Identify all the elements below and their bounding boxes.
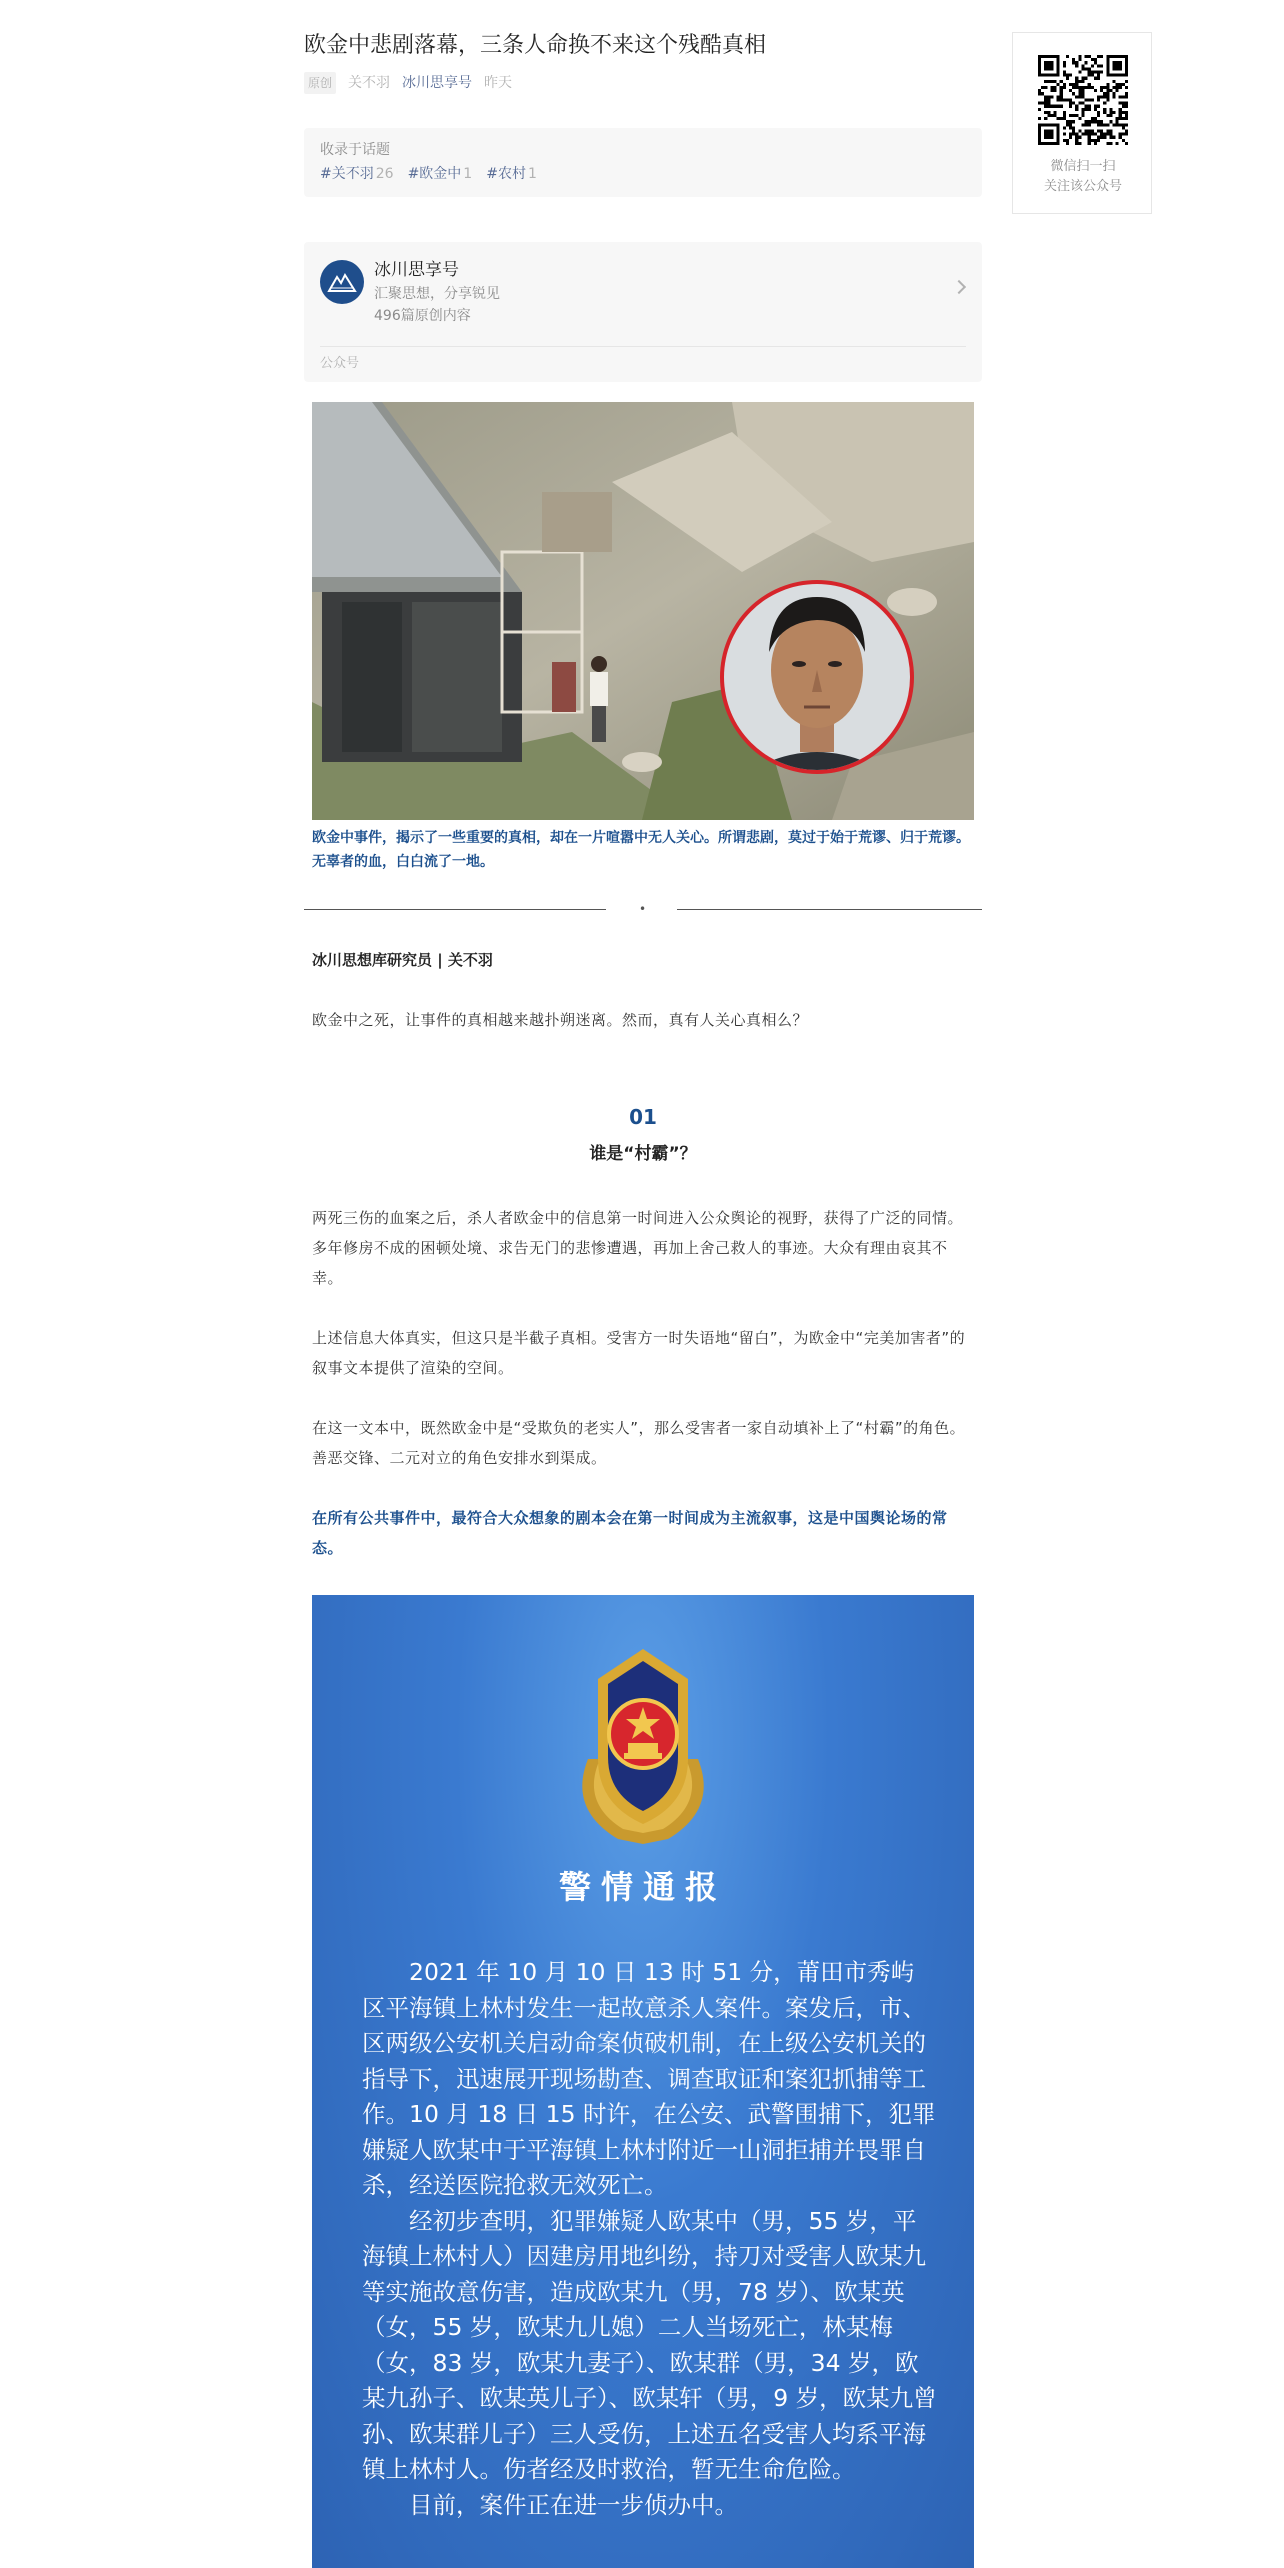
police-notice-image[interactable] [312, 1595, 974, 2568]
account-link[interactable]: 冰川思享号 [402, 75, 473, 91]
qr-caption [1013, 157, 1153, 197]
qr-line-2: 关注该公众号 [1043, 179, 1122, 194]
original-badge: 原创 [304, 72, 336, 94]
photo-caption: 欧金中事件，揭示了一些重要的真相，却在一片喧嚣中无人关心。所谓悲剧，莫过于始于荒谬、归于荒谬。无辜者的血，白白流了一地。 [312, 830, 970, 870]
notice-title: 警情通报 [558, 1868, 727, 1906]
topic-heading: 收录于话题 [320, 142, 390, 158]
author-name: 关不羽 [348, 75, 391, 91]
byline: 冰川思想库研究员 | 关不羽 [312, 951, 493, 969]
notice-body [362, 1955, 937, 2523]
separator-line [304, 909, 606, 910]
separator-line [677, 909, 982, 910]
notice-paragraph: 经初步查明，犯罪嫌疑人欧某中（男，55 岁，平海镇上林村人）因建房用地纠纷，持刀对受害人欧某九等实施故意伤害，造成欧某九（男，78 岁）、欧某英（女，55 岁，欧某九儿媳）二人当场死亡，林某梅（女，83 岁，欧某九妻子）、欧某群（男，34 岁，欧某九孙子、欧某英儿子）、欧某轩（男，9 岁，欧某九曾孙、欧某群儿子）三人受伤，上述五名受害人均系平海镇上林村人。伤者经及时救治，暂无生命危险。 [362, 2206, 937, 2483]
notice-paragraph: 目前，案件正在进一步侦办中。 [409, 2490, 738, 2519]
topic-tags [320, 164, 966, 184]
topic-tag[interactable]: #关不羽 26 [320, 166, 394, 182]
section-separator [304, 900, 982, 920]
topic-box [304, 128, 982, 197]
topic-tag[interactable]: #农村 1 [486, 166, 537, 182]
intro-paragraph: 欧金中之死，让事件的真相越来越扑朔迷离。然而，真有人关心真相么？ [312, 1011, 809, 1029]
article-title: 欧金中悲剧落幕，三条人命换不来这个残酷真相 [304, 33, 767, 58]
police-emblem-icon [558, 1639, 728, 1849]
separator-dot: • [639, 902, 647, 916]
account-article-count: 496篇原创内容 [374, 308, 471, 324]
card-divider [320, 346, 966, 347]
qr-code-icon [1038, 55, 1128, 145]
body-paragraph: 两死三伤的血案之后，杀人者欧金中的信息第一时间进入公众舆论的视野，获得了广泛的同情。多年修房不成的困顿处境、求告无门的悲惨遭遇，再加上舍己救人的事迹。大众有理由哀其不幸。 [312, 1209, 964, 1287]
qr-code-panel [1012, 32, 1152, 214]
account-card[interactable] [304, 242, 982, 382]
glacier-logo-icon [320, 260, 364, 304]
account-name: 冰川思享号 [374, 260, 459, 280]
topic-tag[interactable]: #欧金中 1 [407, 166, 473, 182]
account-type-label: 公众号 [320, 356, 360, 371]
qr-line-1: 微信扫一扫 [1050, 159, 1116, 174]
body-paragraph: 上述信息大体真实，但这只是半截子真相。受害方一时失语地“留白”，为欧金中“完美加害者”的叙事文本提供了渲染的空间。 [312, 1329, 966, 1377]
section-number: 01 [629, 1105, 657, 1129]
highlight-paragraph: 在所有公共事件中，最符合大众想象的剧本会在第一时间成为主流叙事，这是中国舆论场的常态。 [312, 1509, 948, 1557]
article-photo[interactable] [312, 402, 974, 820]
section-title: 谁是“村霸”？ [589, 1144, 697, 1164]
account-description: 汇聚思想，分享锐见 [374, 286, 500, 302]
article-meta [304, 72, 512, 94]
publish-time: 昨天 [484, 75, 513, 91]
body-paragraph: 在这一文本中，既然欧金中是“受欺负的老实人”，那么受害者一家自动填补上了“村霸”的角色。善恶交锋、二元对立的角色安排水到渠成。 [312, 1419, 966, 1467]
notice-paragraph: 2021 年 10 月 10 日 13 时 51 分，莆田市秀屿区平海镇上林村发生一起故意杀人案件。案发后，市、区两级公安机关启动命案侦破机制，在上级公安机关的指导下，迅速展开现场勘查、调查取证和案犯抓捕等工作。10 月 18 日 15 时许，在公安、武警围捕下，犯罪嫌疑人欧某中于平海镇上林村附近一山洞拒捕并畏罪自杀，经送医院抢救无效死亡。 [362, 1958, 936, 2199]
chevron-right-icon [952, 280, 966, 294]
